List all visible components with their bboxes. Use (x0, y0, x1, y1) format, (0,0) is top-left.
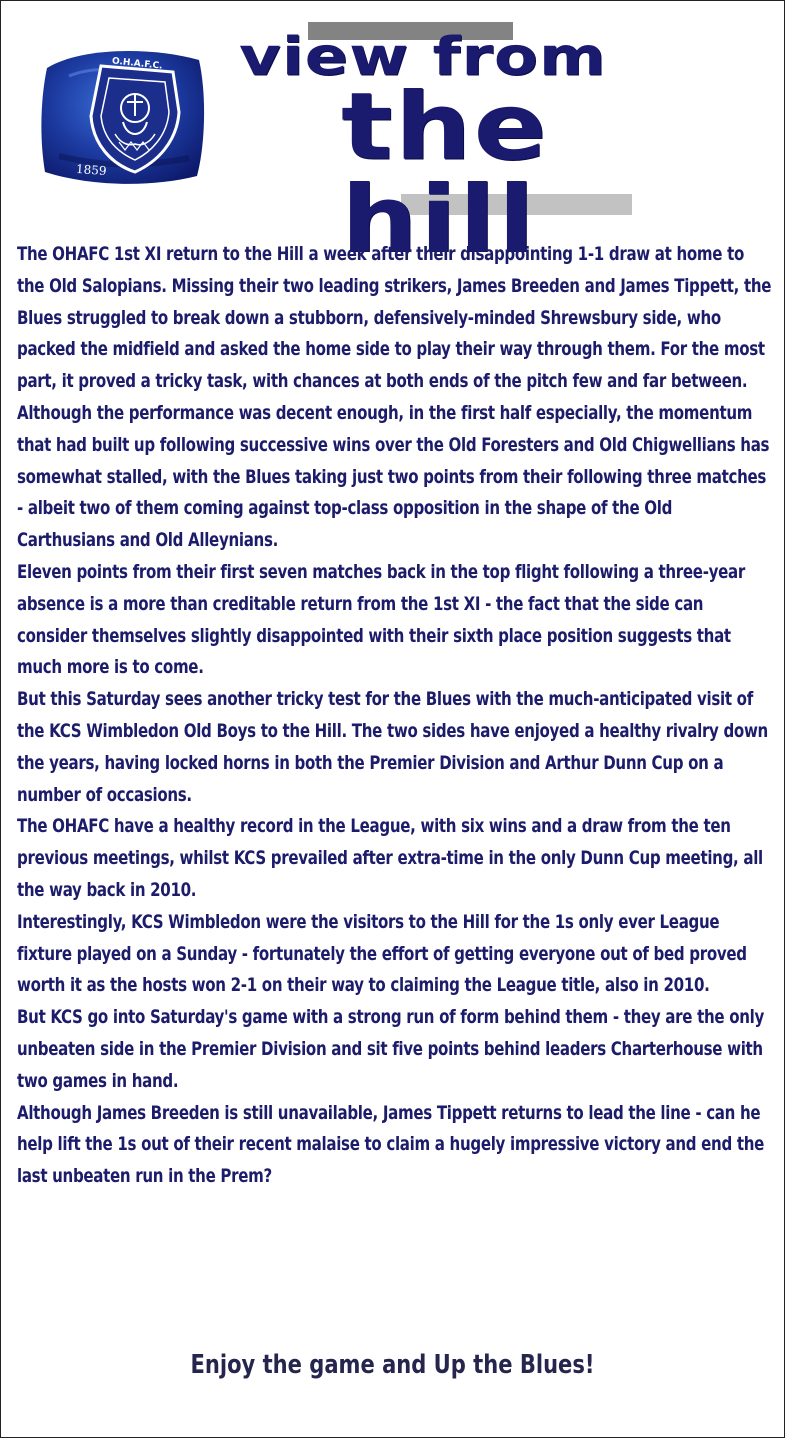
article-paragraph: Although James Breeden is still unavailable, James Tippett returns to lead the line - can he help lift the 1s out of their recent malaise to claim a hugely impressive victory and end the last unbeaten run in the Prem? (17, 1102, 765, 1188)
page-title-line1: view from (239, 26, 607, 88)
crest-top-text: O.H.A.F.C. (111, 56, 163, 72)
page-title-line2: the hill (341, 73, 549, 274)
club-crest-logo (39, 46, 209, 188)
article-paragraph: Although the performance was decent enough, in the first half especially, the momentum that had built up following successive wins over the Old Foresters and Old Chigwellians has somewhat stalled, with the Blues taking just two points from their following three matches - albeit two of them coming against top-class opposition in the shape of the Old Carthusians and Old Alleynians. (17, 402, 770, 552)
article-paragraph: Interestingly, KCS Wimbledon were the visitors to the Hill for the 1s only ever League fixture played on a Sunday - fortunately the effort of getting everyone out of bed proved worth it as the hosts won 2-1 on their way to claiming the League title, also in 2010. (17, 911, 747, 997)
closing-line: Enjoy the game and Up the Blues! (190, 1350, 595, 1380)
article-body (17, 239, 773, 1193)
article-paragraph: The OHAFC 1st XI return to the Hill a week after their disappointing 1-1 draw at home to the Old Salopians. Missing their two leading strikers, James Breeden and James Tippett, the Blues struggled to break down a stubborn, defensively-minded Shrewsbury side, who packed the midfield and asked the home side to play their way through them. For the most part, it proved a tricky task, with chances at both ends of the pitch few and far between. (17, 244, 772, 393)
article-paragraph: The OHAFC have a healthy record in the League, with six wins and a draw from the ten previous meetings, whilst KCS prevailed after extra-time in the only Dunn Cup meeting, all the way back in 2010. (17, 816, 763, 901)
crest-year: 1859 (75, 161, 108, 179)
article-paragraph: But KCS go into Saturday's game with a strong run of form behind them - they are the only unbeaten side in the Premier Division and sit five points behind leaders Charterhouse with two games in hand. (17, 1007, 764, 1092)
article-paragraph: Eleven points from their first seven matches back in the top flight following a three-year absence is a more than creditable return from the 1st XI - the fact that the side can consider themselves slightly disappointed with their sixth place position suggests that much more is to come. (17, 561, 746, 679)
article-paragraph: But this Saturday sees another tricky test for the Blues with the much-anticipated visit of the KCS Wimbledon Old Boys to the Hill. The two sides have enjoyed a healthy rivalry down the years, having locked horns in both the Premier Division and Arthur Dunn Cup on a number of occasions. (17, 689, 768, 806)
